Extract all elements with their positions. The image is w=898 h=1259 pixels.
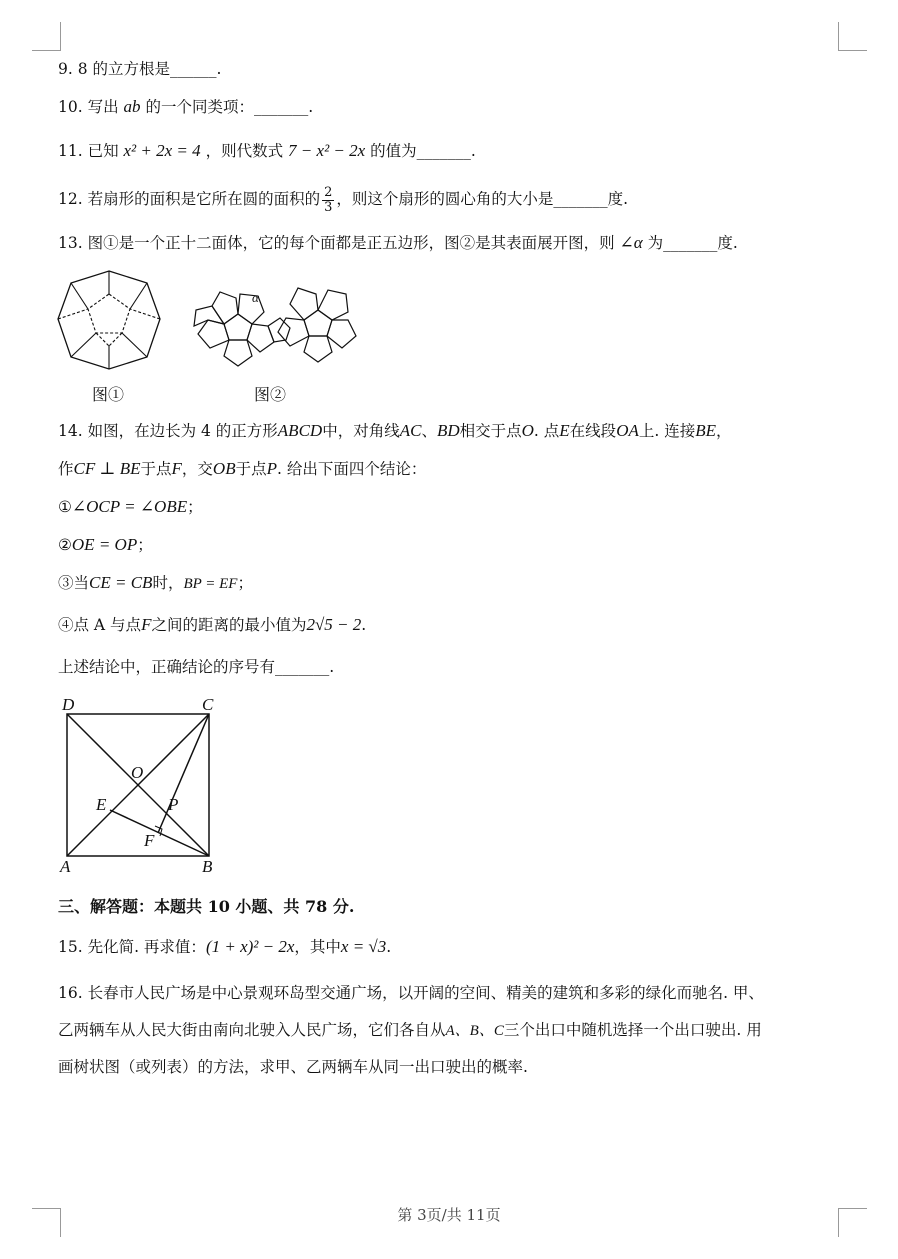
conclusion-3: ③当CE = CB时，BP = EF； bbox=[58, 573, 253, 592]
label-d: D bbox=[62, 695, 75, 714]
question-9: 9. 8 的立方根是______. bbox=[58, 60, 222, 78]
fraction-two-thirds: $\frac{2}{3}$ bbox=[324, 184, 333, 215]
question-12: 12. 若扇形的面积是它所在圆的面积的 $\frac{2}{3}$ ，则这个扇形的圆心角的大小是_______度. bbox=[58, 184, 629, 215]
dodecahedron-net-figure bbox=[190, 274, 368, 370]
figure-1-caption: 图① bbox=[92, 385, 125, 404]
alpha-label: α bbox=[252, 290, 259, 305]
question-11: 11. 已知 x² + 2x = 4 ，则代数式 7 − x² − 2x 的值为_______. bbox=[58, 141, 476, 160]
question-14-line-2: 作CF ⊥ BE于点F，交OB于点P. 给出下面四个结论： bbox=[58, 459, 427, 478]
dodecahedron-figure bbox=[52, 266, 167, 376]
corner-mark-top-right bbox=[838, 22, 867, 51]
conclusion-1: ①∠OCP = ∠OBE； bbox=[58, 497, 203, 516]
label-f: F bbox=[144, 831, 155, 850]
question-16-line-3: 画树状图（或列表）的方法，求甲、乙两辆车从同一出口驶出的概率. bbox=[58, 1058, 528, 1076]
corner-mark-top-left bbox=[32, 22, 61, 51]
conclusion-2: ②OE = OP； bbox=[58, 535, 153, 554]
figure-2-caption: 图② bbox=[254, 385, 287, 404]
question-14-line-1: 14. 如图，在边长为 4 的正方形ABCD中，对角线AC、BD相交于点O. 点E在线段OA上. 连接BE， bbox=[58, 421, 732, 440]
question-15: 15. 先化简. 再求值：(1 + x)² − 2x，其中x = √3. bbox=[58, 937, 392, 956]
section-3-heading: 三、解答题：本题共 10 小题、共 78 分. bbox=[58, 897, 355, 916]
question-16-line-1: 16. 长春市人民广场是中心景观环岛型交通广场，以开阔的空间、精美的建筑和多彩的绿化而驰名. 甲、 bbox=[58, 984, 764, 1002]
square-abcd-figure bbox=[52, 692, 224, 876]
page-footer: 第 3页/共 11页 bbox=[397, 1206, 501, 1224]
question-13: 13. 图①是一个正十二面体，它的每个面都是正五边形，图②是其表面展开图，则 ∠α 为_______度. bbox=[58, 233, 738, 252]
label-o: O bbox=[131, 763, 144, 782]
question-16-line-2: 乙两辆车从人民大街由南向北驶入人民广场，它们各自从A、B、C三个出口中随机选择一个出口驶出. 用 bbox=[58, 1021, 762, 1039]
question-10: 10. 写出 ab 的一个同类项：_______. bbox=[58, 97, 314, 116]
label-e: E bbox=[96, 795, 107, 814]
label-b: B bbox=[202, 857, 213, 876]
question-14-ask: 上述结论中，正确结论的序号有_______. bbox=[58, 658, 335, 676]
label-c: C bbox=[202, 695, 214, 714]
label-a: A bbox=[60, 857, 71, 876]
label-p: P bbox=[168, 795, 179, 814]
conclusion-4: ④点 A 与点F之间的距离的最小值为2√5 − 2. bbox=[58, 615, 367, 634]
